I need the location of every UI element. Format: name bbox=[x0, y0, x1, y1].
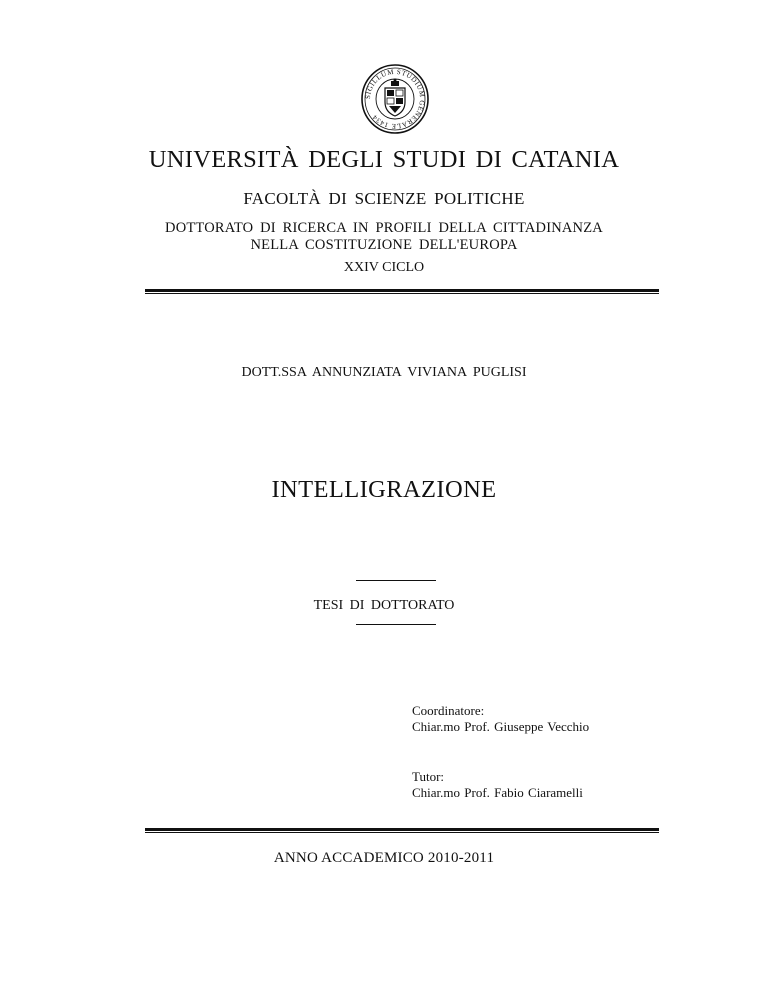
doctorate-line-1: DOTTORATO DI RICERCA IN PROFILI DELLA CITTADINANZA bbox=[165, 220, 603, 236]
thesis-type-rule-bottom bbox=[356, 624, 436, 625]
top-double-divider bbox=[145, 289, 659, 294]
svg-text:SIGILLUM STUDIUM GENERALE 1434: SIGILLUM STUDIUM GENERALE 1434 bbox=[363, 67, 427, 131]
faculty-name: FACOLTÀ DI SCIENZE POLITICHE bbox=[243, 189, 525, 208]
coordinator-name: Chiar.mo Prof. Giuseppe Vecchio bbox=[412, 719, 590, 734]
coordinator-label: Coordinatore: bbox=[412, 703, 485, 718]
academic-year: ANNO ACCADEMICO 2010-2011 bbox=[273, 850, 495, 866]
thesis-type: TESI DI DOTTORATO bbox=[313, 598, 455, 613]
university-name: UNIVERSITÀ DEGLI STUDI DI CATANIA bbox=[148, 146, 620, 173]
bottom-double-divider bbox=[145, 828, 659, 833]
doctorate-cycle: XXIV CICLO bbox=[343, 260, 425, 275]
university-seal-logo bbox=[361, 64, 429, 134]
doctorate-line-2: NELLA COSTITUZIONE DELL'EUROPA bbox=[250, 237, 518, 253]
doctorate-program bbox=[0, 220, 768, 254]
author-name: DOTT.SSA ANNUNZIATA VIVIANA PUGLISI bbox=[241, 365, 527, 380]
coordinator-block bbox=[412, 703, 589, 735]
tutor-label: Tutor: bbox=[412, 769, 445, 784]
thesis-type-rule-top bbox=[356, 580, 436, 581]
tutor-name: Chiar.mo Prof. Fabio Ciaramelli bbox=[412, 785, 583, 800]
thesis-title: INTELLIGRAZIONE bbox=[271, 476, 497, 503]
tutor-block bbox=[412, 769, 583, 801]
